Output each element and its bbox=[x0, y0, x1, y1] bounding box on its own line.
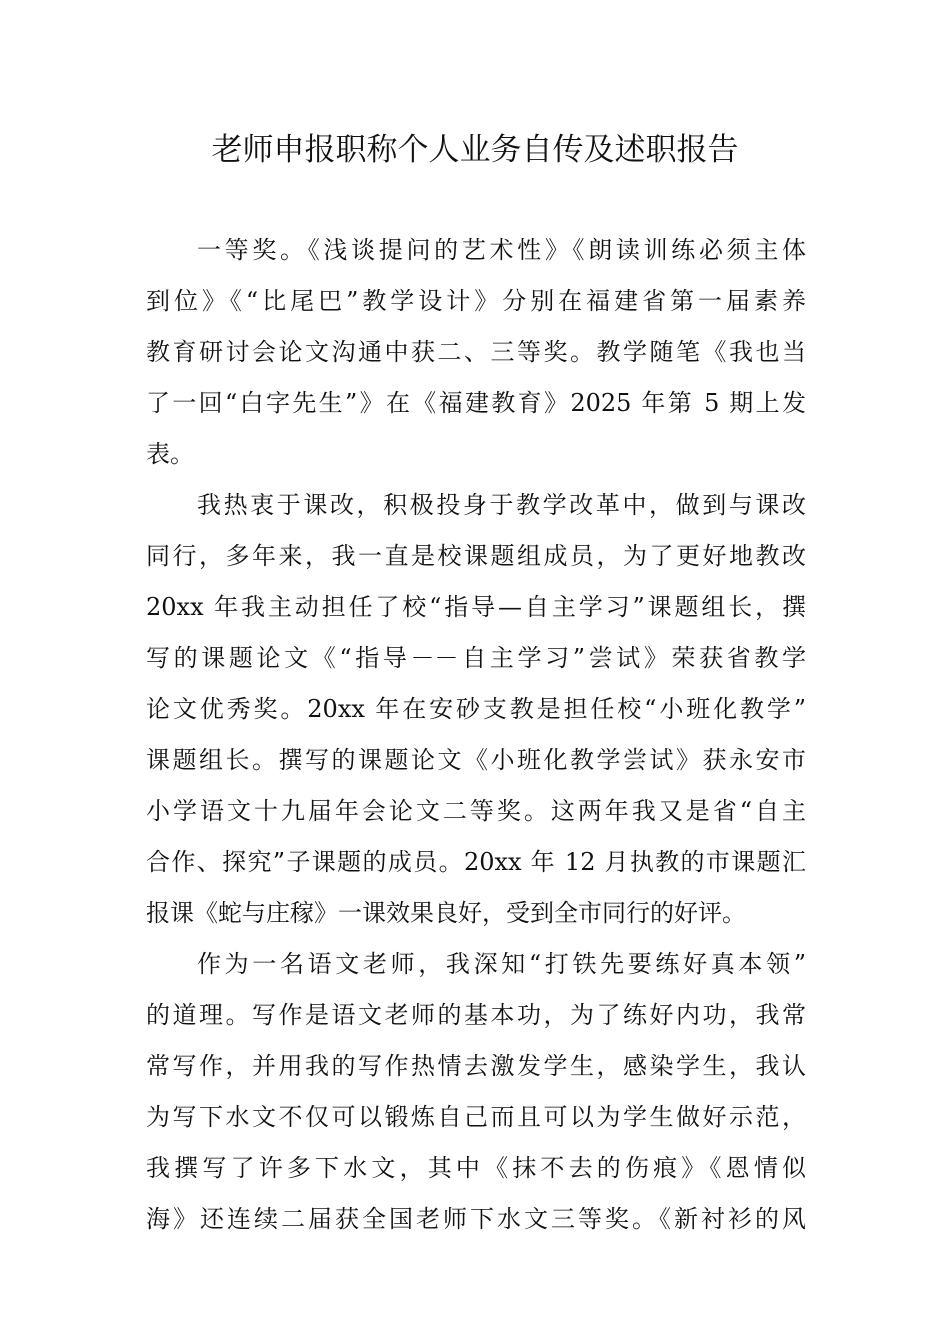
text-line: 课题组长。撰写的课题论文《小班化教学尝试》获永安市 bbox=[146, 746, 806, 774]
paragraph-3 bbox=[146, 939, 806, 1245]
text-line: 我热衷于课改，积极投身于教学改革中，做到与课改 bbox=[197, 491, 806, 519]
text-line: 教育研讨会论文沟通中获二、三等奖。教学随笔《我也当 bbox=[146, 338, 806, 366]
text-line: 海》还连续二届获全国老师下水文三等奖。《新衬衫的风 bbox=[146, 1205, 806, 1233]
text-line: 常写作，并用我的写作热情去激发学生，感染学生，我认 bbox=[146, 1052, 806, 1080]
text-line: 同行，多年来，我一直是校课题组成员，为了更好地教改 bbox=[146, 542, 806, 570]
text-line: 写的课题论文《“指导－－自主学习”尝试》荣获省教学 bbox=[146, 644, 806, 672]
paragraph-1 bbox=[146, 225, 806, 480]
text-line: 了一回“白字先生”》在《福建教育》2025 年第 5 期上发 bbox=[146, 389, 806, 417]
text-line: 我撰写了许多下水文，其中《抹不去的伤痕》《恩情似 bbox=[146, 1154, 806, 1182]
text-line: 作为一名语文老师，我深知“打铁先要练好真本领” bbox=[197, 950, 806, 978]
text-line: 一等奖。《浅谈提问的艺术性》《朗读训练必须主体 bbox=[197, 236, 806, 264]
document-body bbox=[146, 225, 806, 1245]
text-line: 表。 bbox=[146, 440, 194, 468]
text-line: 报课《蛇与庄稼》一课效果良好，受到全市同行的好评。 bbox=[146, 899, 746, 927]
paragraph-2 bbox=[146, 480, 806, 939]
text-line: 到位》《“比尾巴”教学设计》分别在福建省第一届素养 bbox=[146, 287, 806, 315]
text-line: 论文优秀奖。20xx 年在安砂支教是担任校“小班化教学” bbox=[146, 695, 806, 723]
text-line: 小学语文十九届年会论文二等奖。这两年我又是省“自主 bbox=[146, 797, 806, 825]
text-line: 为写下水文不仅可以锻炼自己而且可以为学生做好示范， bbox=[146, 1103, 806, 1131]
text-line: 合作、探究”子课题的成员。20xx 年 12 月执教的市课题汇 bbox=[146, 848, 806, 876]
document-title: 老师申报职称个人业务自传及述职报告 bbox=[211, 132, 739, 168]
text-line: 20xx 年我主动担任了校“指导—自主学习”课题组长，撰 bbox=[146, 593, 806, 621]
text-line: 的道理。写作是语文老师的基本功，为了练好内功，我常 bbox=[146, 1001, 806, 1029]
